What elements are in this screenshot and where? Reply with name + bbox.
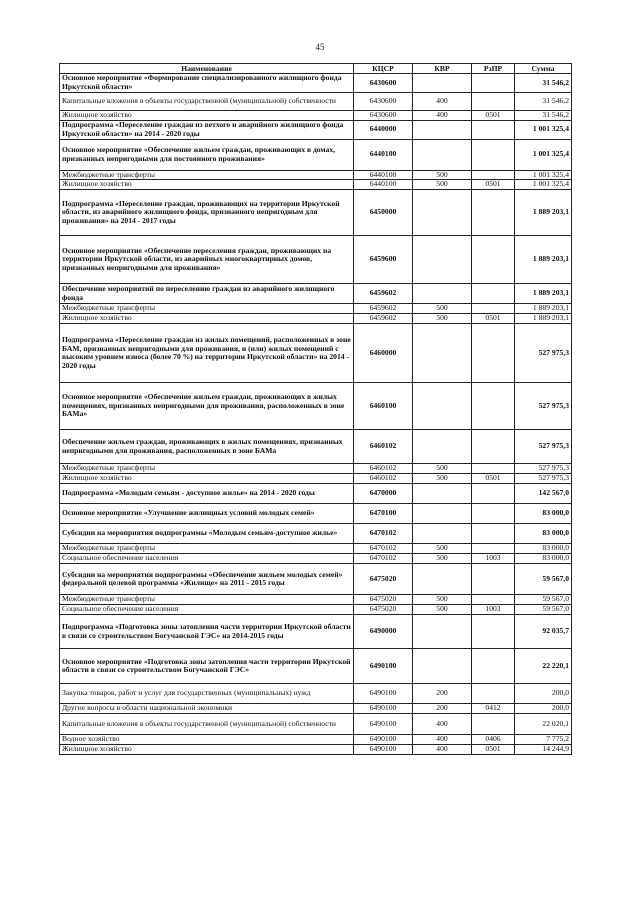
- header-rzpr: РзПР: [472, 64, 515, 74]
- row-rzpr-cell: 0501: [472, 745, 515, 755]
- row-kcsr-cell: 6460100: [354, 383, 413, 430]
- row-kcsr-cell: 6459602: [354, 304, 413, 314]
- row-kvr-cell: 500: [413, 544, 472, 554]
- row-kcsr-cell: 6450000: [354, 190, 413, 236]
- row-kcsr-cell: 6440000: [354, 120, 413, 139]
- header-kvr: КВР: [413, 64, 472, 74]
- row-name-cell: Капитальные вложения в объекты государственной (муниципальной) собственности: [60, 714, 354, 735]
- row-kvr-cell: 500: [413, 595, 472, 605]
- row-name-cell: Основное мероприятие «Подготовка зоны затопления части территории Иркутской области в связи со строительством Богучанской ГЭС»: [60, 649, 354, 684]
- row-sum-cell: 1 889 203,1: [515, 190, 572, 236]
- row-name-cell: Межбюджетные трансферты: [60, 464, 354, 474]
- row-kcsr-cell: 6459602: [354, 314, 413, 324]
- row-kvr-cell: 500: [413, 554, 472, 564]
- row-kvr-cell: 500: [413, 464, 472, 474]
- row-sum-cell: 527 975,3: [515, 474, 572, 484]
- row-name-cell: Подпрограмма «Молодым семьям - доступное жилье» на 2014 - 2020 годы: [60, 484, 354, 504]
- row-sum-cell: 7 775,2: [515, 735, 572, 745]
- row-rzpr-cell: [472, 170, 515, 180]
- row-kcsr-cell: 6470102: [354, 554, 413, 564]
- header-sum: Сумма: [515, 64, 572, 74]
- row-rzpr-cell: [472, 504, 515, 524]
- table-row: [60, 714, 572, 735]
- row-name-cell: Подпрограмма «Переселение граждан из ветхого и аварийного жилищного фонда Иркутской области» на 2014 - 2020 годы: [60, 120, 354, 139]
- row-rzpr-cell: [472, 383, 515, 430]
- table-row: [60, 745, 572, 755]
- row-kvr-cell: 500: [413, 314, 472, 324]
- table-row: [60, 684, 572, 704]
- row-sum-cell: 200,0: [515, 684, 572, 704]
- table-row: [60, 735, 572, 745]
- row-rzpr-cell: [472, 190, 515, 236]
- row-kcsr-cell: 6440100: [354, 180, 413, 190]
- row-kcsr-cell: 6470000: [354, 484, 413, 504]
- row-rzpr-cell: [472, 93, 515, 111]
- row-kcsr-cell: 6490100: [354, 704, 413, 714]
- row-rzpr-cell: [472, 649, 515, 684]
- row-name-cell: Основное мероприятие «Обеспечение жильем граждан, проживающих в жилых помещениях, признанных непригодными для проживания, расположенных в зоне БАМа»: [60, 383, 354, 430]
- row-kcsr-cell: 6470102: [354, 544, 413, 554]
- row-sum-cell: 92 035,7: [515, 615, 572, 649]
- row-name-cell: Основное мероприятие «Формирование специализированного жилищного фонда Иркутской области»: [60, 74, 354, 93]
- table-row: [60, 595, 572, 605]
- row-name-cell: Субсидии на мероприятия подпрограммы «Обеспечение жильем молодых семей» федеральной целевой программы «Жилище» на 2011 - 2015 годы: [60, 564, 354, 595]
- table-row: [60, 383, 572, 430]
- row-sum-cell: 1 889 203,1: [515, 284, 572, 304]
- row-kvr-cell: [413, 383, 472, 430]
- row-name-cell: Субсидии на мероприятия подпрограммы «Молодым семьям-доступное жилье»: [60, 524, 354, 544]
- header-row: [60, 64, 572, 74]
- row-kvr-cell: 500: [413, 180, 472, 190]
- row-rzpr-cell: [472, 324, 515, 383]
- row-sum-cell: 31 546,2: [515, 93, 572, 111]
- row-kvr-cell: [413, 615, 472, 649]
- row-rzpr-cell: [472, 615, 515, 649]
- row-name-cell: Капитальные вложения в объекты государственной (муниципальной) собственности: [60, 93, 354, 111]
- table-row: [60, 649, 572, 684]
- table-row: [60, 324, 572, 383]
- table-row: [60, 474, 572, 484]
- row-sum-cell: 1 001 325,4: [515, 170, 572, 180]
- row-rzpr-cell: [472, 714, 515, 735]
- row-kvr-cell: 500: [413, 474, 472, 484]
- table-row: [60, 120, 572, 139]
- table-row: [60, 704, 572, 714]
- row-kcsr-cell: 6470100: [354, 504, 413, 524]
- row-kvr-cell: [413, 120, 472, 139]
- row-sum-cell: 1 889 203,1: [515, 236, 572, 284]
- row-kvr-cell: [413, 324, 472, 383]
- table-row: [60, 284, 572, 304]
- row-sum-cell: 200,0: [515, 704, 572, 714]
- table-row: [60, 304, 572, 314]
- header-kcsr: КЦСР: [354, 64, 413, 74]
- row-kvr-cell: 500: [413, 304, 472, 314]
- table-row: [60, 111, 572, 121]
- row-kcsr-cell: 6430600: [354, 93, 413, 111]
- row-rzpr-cell: [472, 564, 515, 595]
- row-kcsr-cell: 6490100: [354, 735, 413, 745]
- table-row: [60, 564, 572, 595]
- row-rzpr-cell: 0406: [472, 735, 515, 745]
- row-rzpr-cell: [472, 684, 515, 704]
- row-kcsr-cell: 6490100: [354, 745, 413, 755]
- row-rzpr-cell: [472, 464, 515, 474]
- row-kvr-cell: [413, 649, 472, 684]
- table-row: [60, 74, 572, 93]
- header-name: Наименование: [60, 64, 354, 74]
- row-rzpr-cell: 0501: [472, 111, 515, 121]
- row-name-cell: Подпрограмма «Подготовка зоны затопления части территории Иркутской области в связи со строительством Богучанской ГЭС» на 2014-2015 годы: [60, 615, 354, 649]
- row-rzpr-cell: [472, 544, 515, 554]
- row-rzpr-cell: 1003: [472, 554, 515, 564]
- row-name-cell: Основное мероприятие «Обеспечение переселения граждан, проживающих на территории Иркутской области, из аварийных многоквартирных домов, признанных непригодными для проживания»: [60, 236, 354, 284]
- table-row: [60, 504, 572, 524]
- row-kcsr-cell: 6440100: [354, 139, 413, 170]
- row-name-cell: Основное мероприятие «Улучшение жилищных условий молодых семей»: [60, 504, 354, 524]
- row-sum-cell: 1 001 325,4: [515, 180, 572, 190]
- row-rzpr-cell: [472, 430, 515, 464]
- row-sum-cell: 527 975,3: [515, 324, 572, 383]
- table-row: [60, 180, 572, 190]
- row-kvr-cell: 500: [413, 170, 472, 180]
- table-row: [60, 170, 572, 180]
- row-kvr-cell: [413, 524, 472, 544]
- row-rzpr-cell: [472, 524, 515, 544]
- table-row: [60, 484, 572, 504]
- row-rzpr-cell: [472, 484, 515, 504]
- table-row: [60, 430, 572, 464]
- row-kvr-cell: 400: [413, 745, 472, 755]
- row-kvr-cell: 500: [413, 605, 472, 615]
- row-kvr-cell: 200: [413, 684, 472, 704]
- table-row: [60, 464, 572, 474]
- row-kvr-cell: [413, 236, 472, 284]
- row-rzpr-cell: [472, 284, 515, 304]
- row-kvr-cell: 400: [413, 111, 472, 121]
- row-rzpr-cell: 0412: [472, 704, 515, 714]
- row-rzpr-cell: [472, 595, 515, 605]
- row-sum-cell: 83 000,0: [515, 554, 572, 564]
- row-sum-cell: 31 546,2: [515, 74, 572, 93]
- row-rzpr-cell: 0501: [472, 180, 515, 190]
- row-rzpr-cell: 1003: [472, 605, 515, 615]
- row-kvr-cell: [413, 74, 472, 93]
- row-rzpr-cell: [472, 74, 515, 93]
- row-kvr-cell: [413, 190, 472, 236]
- row-name-cell: Жилищное хозяйство: [60, 745, 354, 755]
- row-kvr-cell: [413, 504, 472, 524]
- table-row: [60, 615, 572, 649]
- row-kvr-cell: 200: [413, 704, 472, 714]
- table-row: [60, 190, 572, 236]
- row-kcsr-cell: 6490100: [354, 649, 413, 684]
- row-name-cell: Социальное обеспечение населения: [60, 554, 354, 564]
- row-kcsr-cell: 6490100: [354, 684, 413, 704]
- row-kvr-cell: [413, 139, 472, 170]
- row-sum-cell: 1 001 325,4: [515, 139, 572, 170]
- row-kcsr-cell: 6460102: [354, 430, 413, 464]
- row-kvr-cell: [413, 284, 472, 304]
- row-kcsr-cell: 6475020: [354, 564, 413, 595]
- row-name-cell: Другие вопросы в области национальной экономики: [60, 704, 354, 714]
- row-rzpr-cell: [472, 120, 515, 139]
- row-kcsr-cell: 6430600: [354, 111, 413, 121]
- table-row: [60, 554, 572, 564]
- row-name-cell: Подпрограмма «Переселение граждан из жилых помещений, расположенных в зоне БАМ, признанных непригодными для проживания, и (или) жилых помещений с высоким уровнем износа (более 70 %) на территории Иркутской области» на 2014 - 2020 годы: [60, 324, 354, 383]
- row-sum-cell: 83 000,0: [515, 544, 572, 554]
- row-kcsr-cell: 6440100: [354, 170, 413, 180]
- row-name-cell: Обеспечение мероприятий по переселению граждан из аварийного жилищного фонда: [60, 284, 354, 304]
- row-kvr-cell: [413, 430, 472, 464]
- row-name-cell: Жилищное хозяйство: [60, 314, 354, 324]
- row-sum-cell: 142 567,0: [515, 484, 572, 504]
- table-row: [60, 139, 572, 170]
- row-name-cell: Основное мероприятие «Обеспечение жильем граждан, проживающих в домах, признанных непригодными для постоянного проживания»: [60, 139, 354, 170]
- row-name-cell: Межбюджетные трансферты: [60, 595, 354, 605]
- row-kcsr-cell: 6470102: [354, 524, 413, 544]
- row-kcsr-cell: 6430600: [354, 74, 413, 93]
- row-sum-cell: 31 546,2: [515, 111, 572, 121]
- row-sum-cell: 1 889 203,1: [515, 314, 572, 324]
- row-sum-cell: 527 975,3: [515, 430, 572, 464]
- row-kcsr-cell: 6459600: [354, 236, 413, 284]
- row-sum-cell: 1 889 203,1: [515, 304, 572, 314]
- row-name-cell: Жилищное хозяйство: [60, 180, 354, 190]
- row-sum-cell: 22 020,1: [515, 714, 572, 735]
- row-name-cell: Водное хозяйство: [60, 735, 354, 745]
- row-kvr-cell: 400: [413, 735, 472, 745]
- page-number: 45: [315, 42, 325, 52]
- row-rzpr-cell: [472, 139, 515, 170]
- row-name-cell: Обеспечение жильем граждан, проживающих в жилых помещениях, признанных непригодными для проживания, расположенных в зоне БАМа: [60, 430, 354, 464]
- table-row: [60, 93, 572, 111]
- row-name-cell: Межбюджетные трансферты: [60, 170, 354, 180]
- row-name-cell: Жилищное хозяйство: [60, 474, 354, 484]
- row-sum-cell: 59 567,0: [515, 595, 572, 605]
- row-sum-cell: 1 001 325,4: [515, 120, 572, 139]
- row-kvr-cell: 400: [413, 93, 472, 111]
- row-kcsr-cell: 6459602: [354, 284, 413, 304]
- budget-table: [59, 63, 572, 755]
- row-kcsr-cell: 6460102: [354, 464, 413, 474]
- row-name-cell: Межбюджетные трансферты: [60, 544, 354, 554]
- row-name-cell: Жилищное хозяйство: [60, 111, 354, 121]
- row-kvr-cell: [413, 484, 472, 504]
- row-name-cell: Подпрограмма «Переселение граждан, проживающих на территории Иркутской области, из аварийного жилищного фонда, признанного непригодным для проживания» на 2014 - 2017 годы: [60, 190, 354, 236]
- row-rzpr-cell: 0501: [472, 474, 515, 484]
- row-name-cell: Закупка товаров, работ и услуг для государственных (муниципальных) нужд: [60, 684, 354, 704]
- row-kcsr-cell: 6490100: [354, 714, 413, 735]
- row-kvr-cell: 400: [413, 714, 472, 735]
- row-sum-cell: 527 975,3: [515, 464, 572, 474]
- table-body: [60, 74, 572, 755]
- row-rzpr-cell: [472, 304, 515, 314]
- row-sum-cell: 59 567,0: [515, 564, 572, 595]
- table-row: [60, 236, 572, 284]
- row-sum-cell: 22 220,1: [515, 649, 572, 684]
- row-kvr-cell: [413, 564, 472, 595]
- row-kcsr-cell: 6475020: [354, 595, 413, 605]
- row-kcsr-cell: 6460000: [354, 324, 413, 383]
- table-header: [60, 64, 572, 74]
- table-row: [60, 605, 572, 615]
- row-kcsr-cell: 6460102: [354, 474, 413, 484]
- row-rzpr-cell: 0501: [472, 314, 515, 324]
- table-row: [60, 524, 572, 544]
- row-sum-cell: 14 244,9: [515, 745, 572, 755]
- row-name-cell: Социальное обеспечение населения: [60, 605, 354, 615]
- row-sum-cell: 83 000,0: [515, 504, 572, 524]
- table-row: [60, 544, 572, 554]
- row-sum-cell: 83 000,0: [515, 524, 572, 544]
- row-kcsr-cell: 6475020: [354, 605, 413, 615]
- row-rzpr-cell: [472, 236, 515, 284]
- row-sum-cell: 527 975,3: [515, 383, 572, 430]
- table-row: [60, 314, 572, 324]
- row-kcsr-cell: 6490000: [354, 615, 413, 649]
- row-sum-cell: 59 567,0: [515, 605, 572, 615]
- row-name-cell: Межбюджетные трансферты: [60, 304, 354, 314]
